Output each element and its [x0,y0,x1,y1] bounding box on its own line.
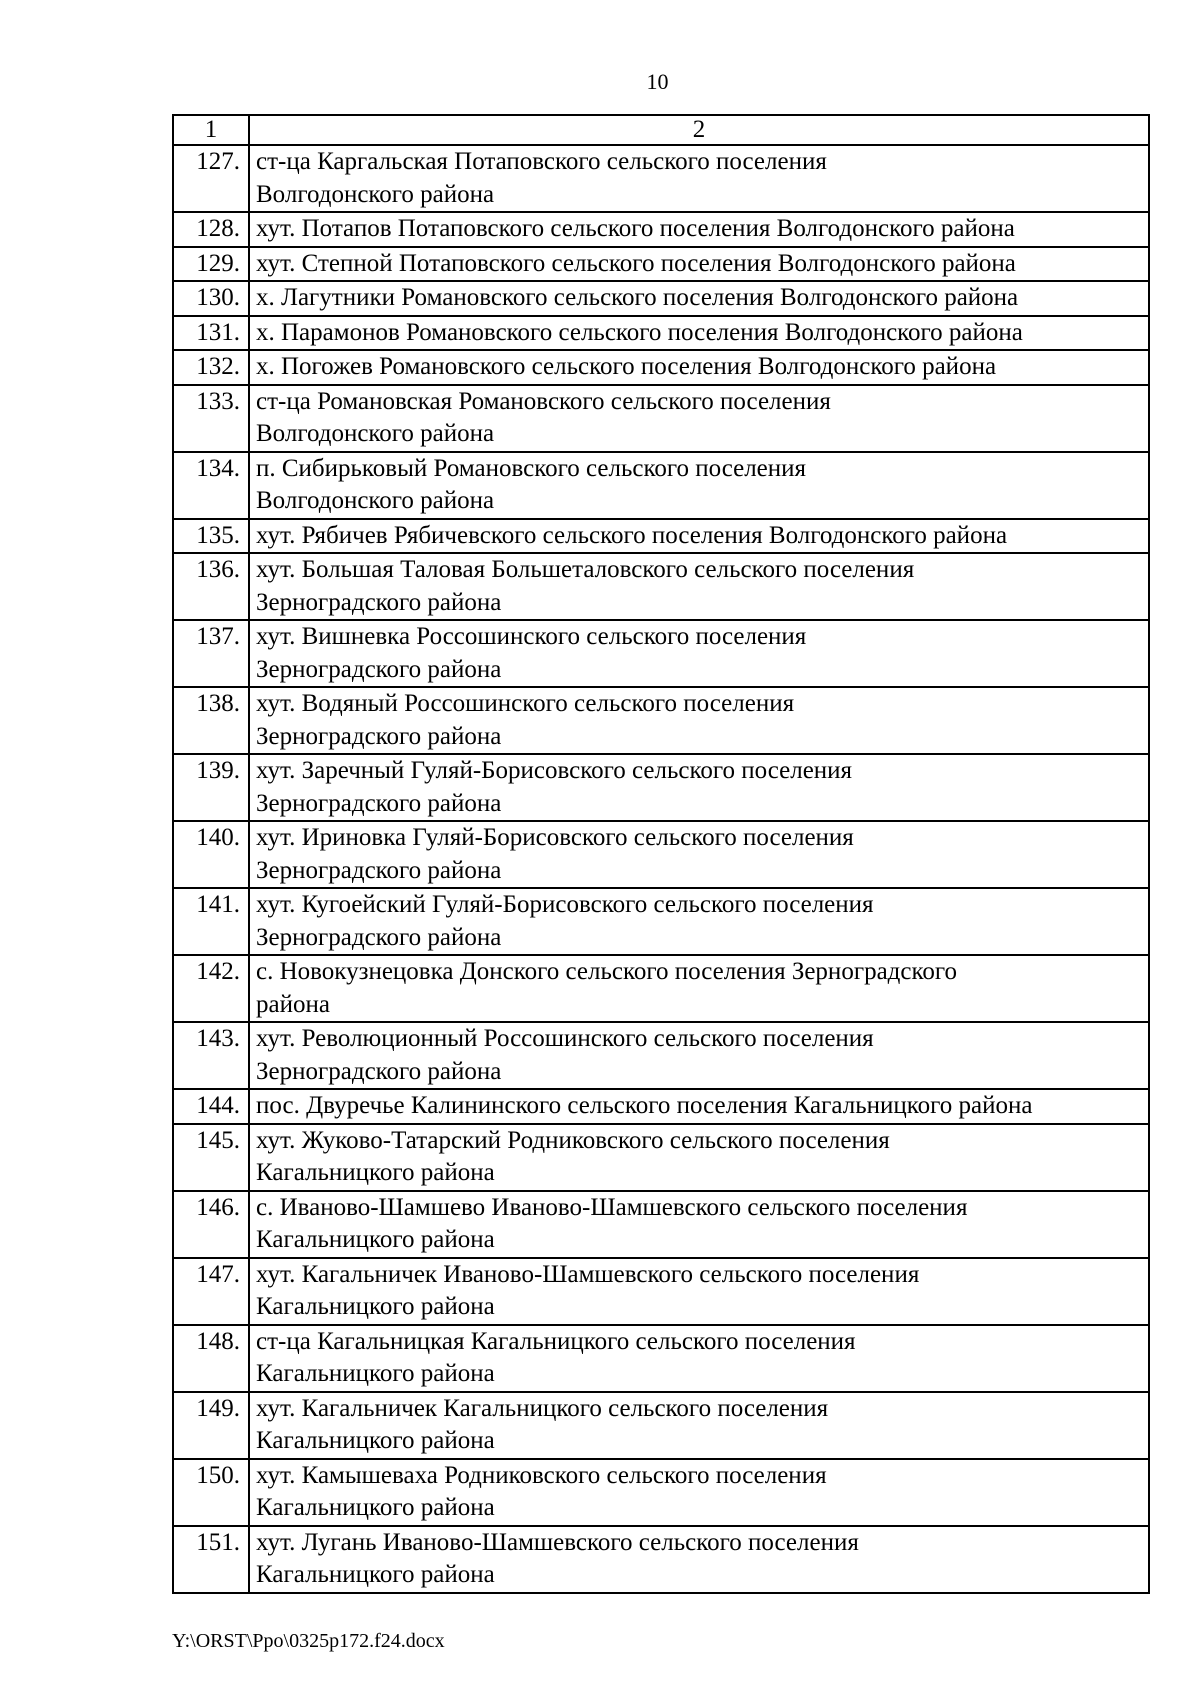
page-number: 10 [646,69,669,94]
settlement-name: пос. Двуречье Калининского сельского поселения Кагальницкого района [249,1089,1149,1124]
settlement-name: хут. Кагальничек Кагальницкого сельского поселения Кагальницкого района [249,1392,1149,1459]
row-number: 140. [173,821,249,888]
row-number: 127. [173,145,249,212]
settlement-name: х. Лагутники Романовского сельского поселения Волгодонского района [249,281,1149,316]
settlement-name: хут. Водяный Россошинского сельского поселения Зерноградского района [249,687,1149,754]
row-number: 136. [173,553,249,620]
row-number: 135. [173,519,249,554]
settlement-name: хут. Революционный Россошинского сельского поселения Зерноградского района [249,1022,1149,1089]
table-row [173,553,1149,620]
settlement-name: хут. Жуково-Татарский Родниковского сельского поселения Кагальницкого района [249,1124,1149,1191]
row-number: 145. [173,1124,249,1191]
settlement-name: хут. Потапов Потаповского сельского поселения Волгодонского района [249,212,1149,247]
table-row [173,1459,1149,1526]
row-number: 128. [173,212,249,247]
settlements-table [172,114,1150,1594]
settlement-name: с. Новокузнецовка Донского сельского поселения Зерноградского района [249,955,1149,1022]
row-number: 151. [173,1526,249,1593]
row-number: 139. [173,754,249,821]
settlement-name: ст-ца Каргальская Потаповского сельского поселения Волгодонского района [249,145,1149,212]
table-row [173,247,1149,282]
row-number: 133. [173,385,249,452]
table-row [173,1392,1149,1459]
row-number: 130. [173,281,249,316]
table-row [173,145,1149,212]
row-number: 129. [173,247,249,282]
settlement-name: хут. Лугань Иваново-Шамшевского сельского поселения Кагальницкого района [249,1526,1149,1593]
settlement-name: с. Иваново-Шамшево Иваново-Шамшевского сельского поселения Кагальницкого района [249,1191,1149,1258]
table-row [173,821,1149,888]
table-row [173,350,1149,385]
row-number: 138. [173,687,249,754]
row-number: 143. [173,1022,249,1089]
settlement-name: п. Сибирьковый Романовского сельского поселения Волгодонского района [249,452,1149,519]
table-row [173,1325,1149,1392]
table-row [173,1022,1149,1089]
row-number: 131. [173,316,249,351]
settlement-name: хут. Рябичев Рябичевского сельского поселения Волгодонского района [249,519,1149,554]
row-number: 150. [173,1459,249,1526]
settlement-name: хут. Большая Таловая Большеталовского сельского поселения Зерноградского района [249,553,1149,620]
table-row [173,316,1149,351]
row-number: 144. [173,1089,249,1124]
settlement-name: х. Парамонов Романовского сельского поселения Волгодонского района [249,316,1149,351]
settlement-name: хут. Вишневка Россошинского сельского поселения Зерноградского района [249,620,1149,687]
file-path-footer: Y:\ORST\Ppo\0325p172.f24.docx [172,1630,445,1652]
table-row [173,452,1149,519]
table-header-row [173,115,1149,145]
row-number: 149. [173,1392,249,1459]
table-row [173,519,1149,554]
table-row [173,1258,1149,1325]
row-number: 137. [173,620,249,687]
table-row [173,385,1149,452]
table-row [173,1089,1149,1124]
settlement-name: хут. Степной Потаповского сельского поселения Волгодонского района [249,247,1149,282]
row-number: 147. [173,1258,249,1325]
row-number: 132. [173,350,249,385]
table-row [173,620,1149,687]
table-row [173,754,1149,821]
row-number: 142. [173,955,249,1022]
settlement-name: хут. Кугоейский Гуляй-Борисовского сельского поселения Зерноградского района [249,888,1149,955]
settlement-name: хут. Кагальничек Иваново-Шамшевского сельского поселения Кагальницкого района [249,1258,1149,1325]
table-row [173,888,1149,955]
settlement-name: хут. Заречный Гуляй-Борисовского сельского поселения Зерноградского района [249,754,1149,821]
row-number: 146. [173,1191,249,1258]
table-row [173,281,1149,316]
settlement-name: хут. Ириновка Гуляй-Борисовского сельского поселения Зерноградского района [249,821,1149,888]
table-row [173,1124,1149,1191]
table-row [173,955,1149,1022]
settlement-name: ст-ца Романовская Романовского сельского поселения Волгодонского района [249,385,1149,452]
table-row [173,1191,1149,1258]
row-number: 148. [173,1325,249,1392]
settlement-name: хут. Камышеваха Родниковского сельского поселения Кагальницкого района [249,1459,1149,1526]
table-row [173,1526,1149,1593]
table-row [173,687,1149,754]
settlement-name: ст-ца Кагальницкая Кагальницкого сельского поселения Кагальницкого района [249,1325,1149,1392]
header-col-1: 1 [173,115,249,145]
row-number: 141. [173,888,249,955]
table-row [173,212,1149,247]
row-number: 134. [173,452,249,519]
settlement-name: х. Погожев Романовского сельского поселения Волгодонского района [249,350,1149,385]
header-col-2: 2 [249,115,1149,145]
